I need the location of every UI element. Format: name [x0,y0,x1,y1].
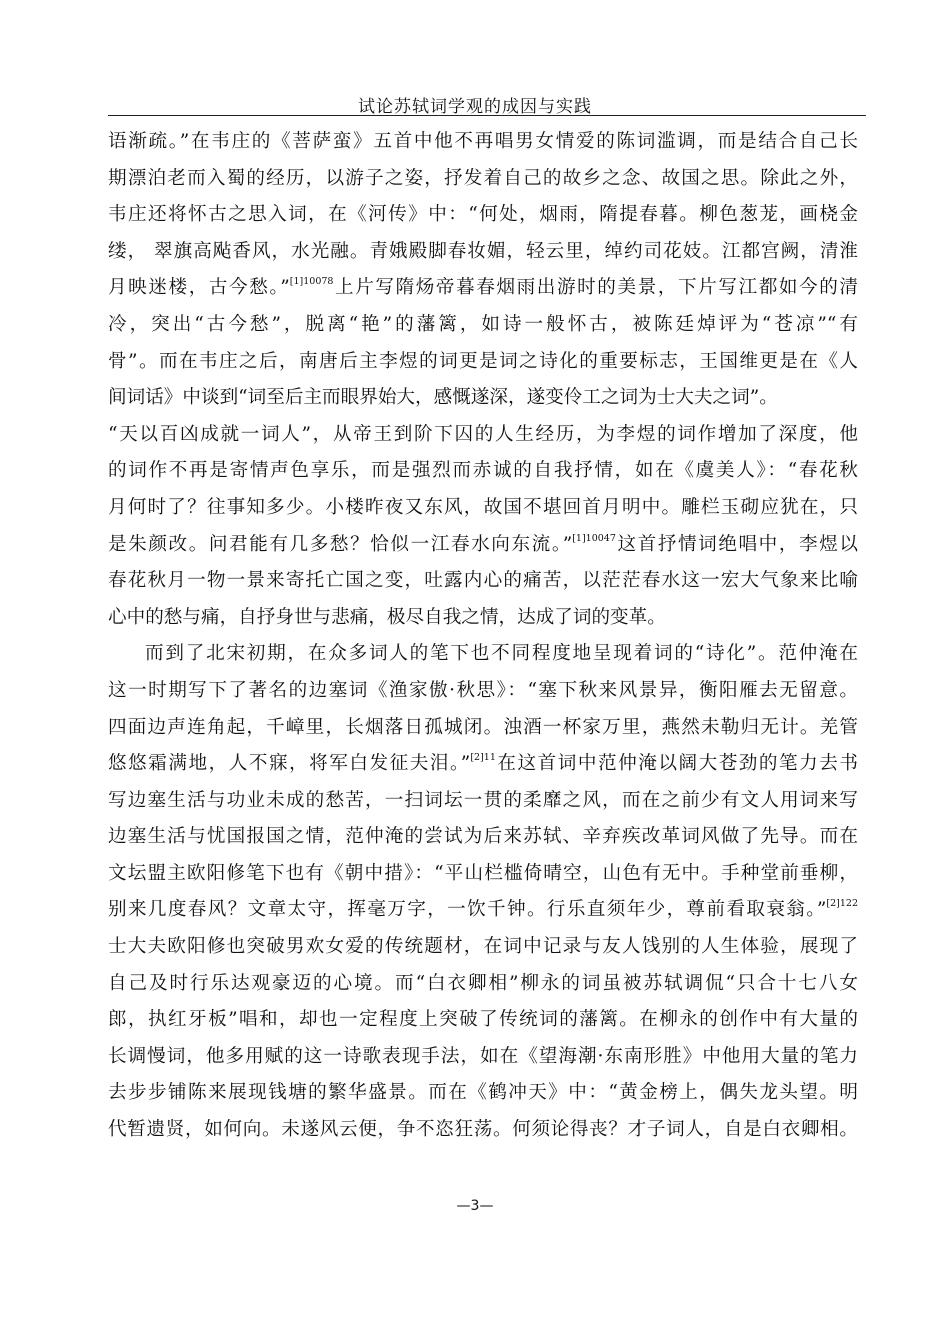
text-line: 去步步铺陈来展现钱塘的繁华盛景。而在《鹤冲天》中：“黄金榜上，偶失龙头望。明 [108,1082,858,1104]
text-line: 期漂泊老而入蜀的经历，以游子之姿，抒发着自己的故乡之念、故国之思。除此之外， [108,167,858,189]
header-divider [108,115,866,116]
text-line: 代暂遗贤，如何向。未遂风云便，争不恣狂荡。何须论得丧？才子词人，自是白衣卿相。 [108,1119,858,1141]
text-line: “天以百凶成就一词人”，从帝王到阶下囚的人生经历，为李煜的词作增加了深度，他 [108,423,858,445]
text-line: 士大夫欧阳修也突破男欢女爱的传统题材，在词中记录与友人饯别的人生体验，展现了 [108,936,858,958]
text-line: 缕， 翠旗高飐香风，水光融。青娥殿脚春妆媚，轻云里，绰约司花妓。江都宫阙，清淮 [108,240,858,262]
text-line: 是朱颜改。问君能有几多愁？恰似一江春水向东流。”$^{[1]10047}$这首抒情词绝唱中，李煜以 [108,532,858,555]
citation-marker: [2]11 [470,752,496,764]
text-line: 长调慢词，他多用赋的这一诗歌表现手法，如在《望海潮·东南形胜》中他用大量的笔力 [108,1045,858,1067]
text-line: 悠悠霜满地，人不寐，将军白发征夫泪。”$^{[2]11}$在这首词中范仲淹以阔大苍劲的笔力去书 [108,752,858,775]
text-line: 文坛盟主欧阳修笔下也有《朝中措》：“平山栏槛倚晴空，山色有无中。手种堂前垂柳， [108,862,858,884]
text-line: 月何时了？往事知多少。小楼昨夜又东风，故国不堪回首月明中。雕栏玉砌应犹在，只 [108,496,858,518]
text-line: 而到了北宋初期，在众多词人的笔下也不同程度地呈现着词的“诗化”。范仲淹在 [145,643,858,665]
text-line: 语渐疏。”在韦庄的《菩萨蛮》五首中他不再唱男女情爱的陈词滥调，而是结合自己长 [108,131,858,152]
text-line: 间词话》中谈到“词至后主而眼界始大，感慨遂深，遂变伶工之词为士大夫之词”。 [108,387,778,409]
article-body [108,124,858,1149]
citation-marker: [2]122 [826,898,858,910]
text-line: 边塞生活与忧国报国之情，范仲淹的尝试为后来苏轼、辛弃疾改革词风做了先导。而在 [108,826,858,848]
text-line: 骨”。而在韦庄之后，南唐后主李煜的词更是词之诗化的重要标志，王国维更是在《人 [108,350,858,372]
text-line: 心中的愁与痛，自抒身世与悲痛，极尽自我之情，达成了词的变革。 [108,606,666,628]
text-line: 别来几度春风？文章太守，挥毫万字，一饮千钟。行乐直须年少，尊前看取衰翁。”$^{[2]122}$ [108,898,858,921]
citation-marker: [1]10078 [289,276,334,288]
text-line: 冷，突出“古今愁”，脱离“艳”的藩篱，如诗一般怀古，被陈廷焯评为“苍凉”“有 [108,313,858,335]
text-line: 这一时期写下了著名的边塞词《渔家傲·秋思》：“塞下秋来风景异，衡阳雁去无留意。 [108,679,858,701]
text-line: 韦庄还将怀古之思入词，在《河传》中：“何处，烟雨，隋提春暮。柳色葱茏，画桡金 [108,204,858,226]
text-line: 郎，执红牙板”唱和，却也一定程度上突破了传统词的藩篱。在柳永的创作中有大量的 [108,1009,858,1031]
text-line: 自己及时行乐达观豪迈的心境。而“白衣卿相”柳永的词虽被苏轼调侃“只合十七八女 [108,972,858,994]
text-line: 春花秋月一物一景来寄托亡国之变，吐露内心的痛苦，以茫茫春水这一宏大气象来比喻 [108,570,858,592]
text-line: 四面边声连角起，千嶂里，长烟落日孤城闭。浊酒一杯家万里，燕然未勒归无计。羌管 [108,716,858,738]
page-number: —3— [456,1198,494,1214]
text-line: 写边塞生活与功业未成的愁苦，一扫词坛一贯的柔靡之风，而在之前少有文人用词来写 [108,789,858,811]
text-line: 的词作不再是寄情声色享乐，而是强烈而赤诚的自我抒情，如在《虞美人》：“春花秋 [108,460,858,482]
text-line: 月映迷楼，古今愁。”$^{[1]10078}$上片写隋炀帝暮春烟雨出游时的美景，下片写江都如今的清 [108,276,858,299]
running-header-title: 试论苏轼词学观的成因与实践 [358,97,592,117]
citation-marker: [1]10047 [572,532,616,544]
